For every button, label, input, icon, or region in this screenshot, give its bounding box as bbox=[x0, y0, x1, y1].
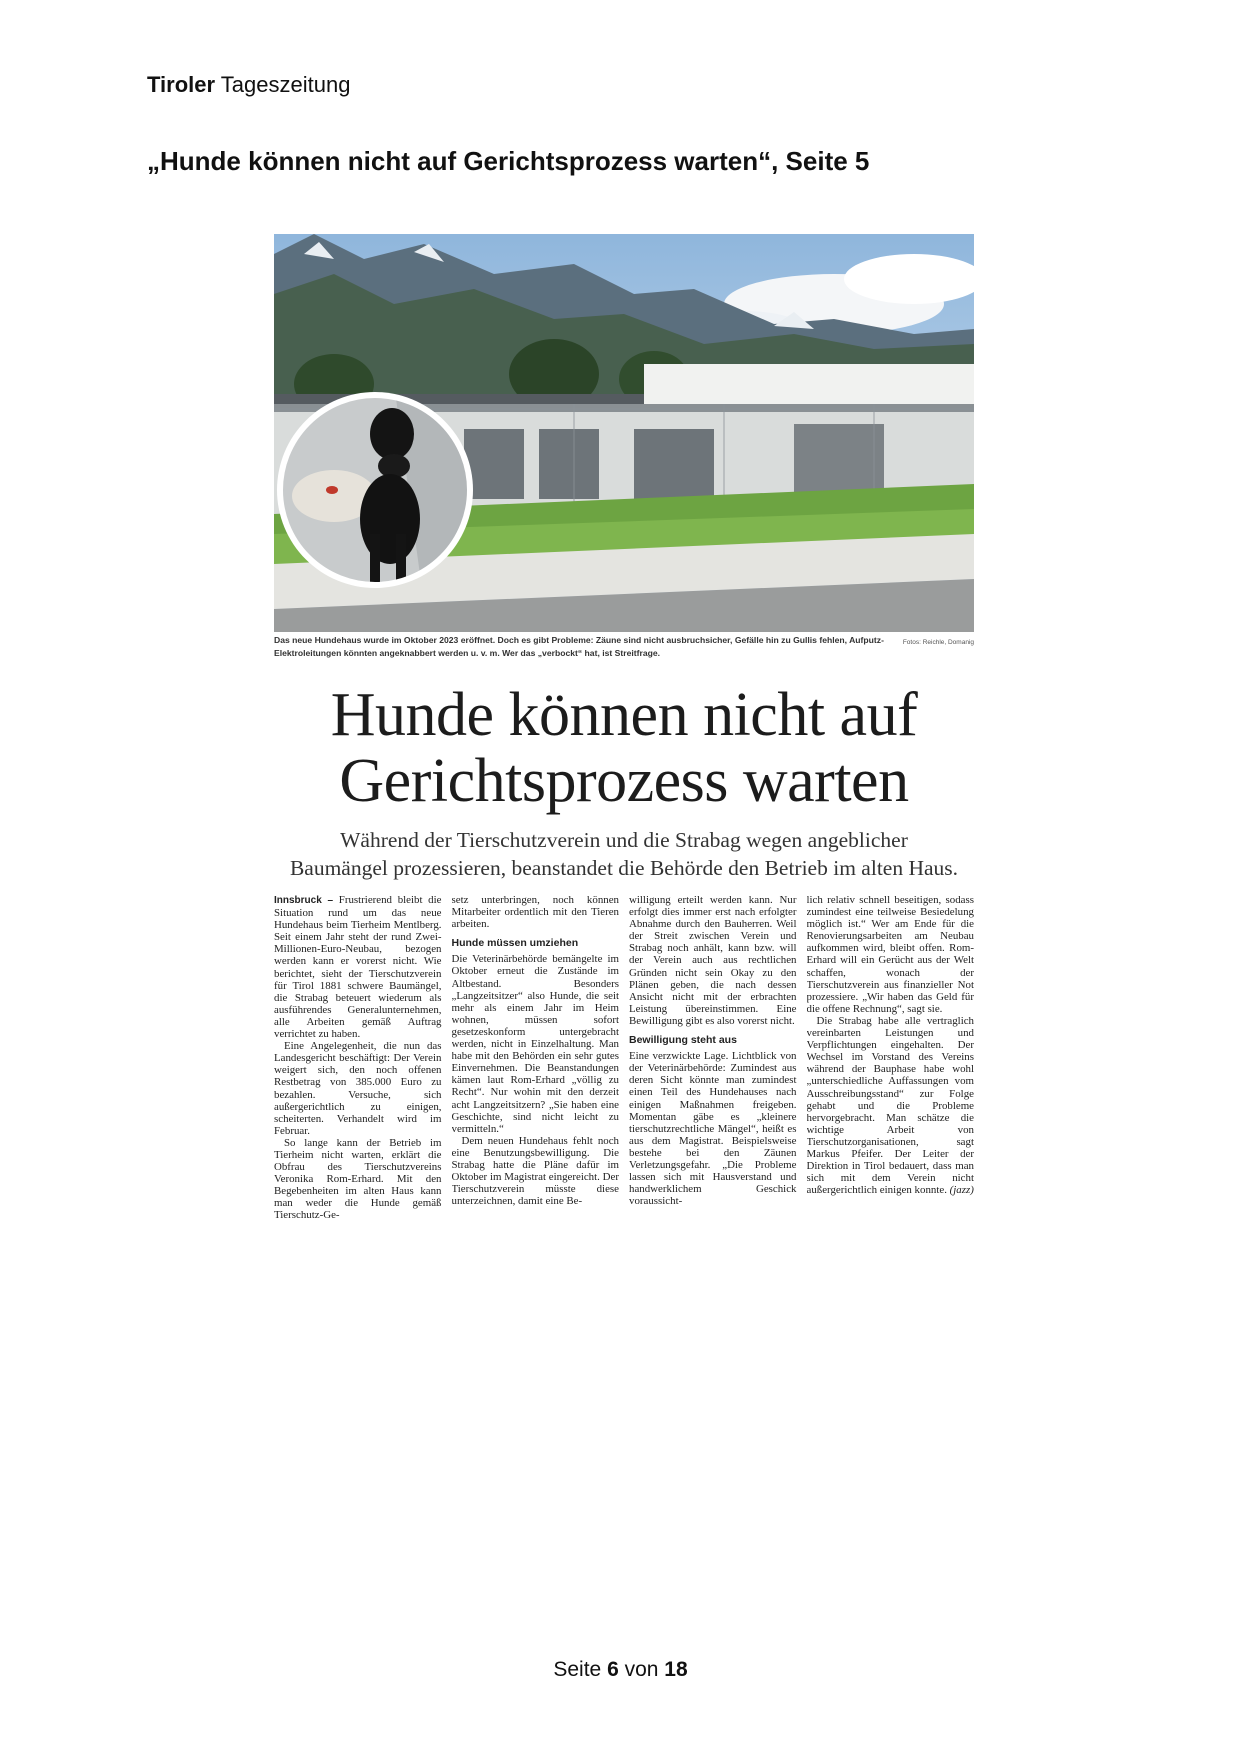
paragraph: lich relativ schnell beseitigen, sodass zumindest eine teilweise Besiedelung möglich ist.“ Wer am Ende für die Renovierungsarbeiten am Neubau aufkommen wird, bleibt offen. Rom-Erhard will ein Gerücht aus der Welt schaffen, wonach der Tierschutzverein aus finanzieller Not prozessiere. „Wir haben das Geld für die offene Rechnung“, sagt sie. bbox=[806, 894, 974, 1015]
article-deck bbox=[274, 826, 974, 882]
paragraph: setz unterbringen, noch können Mitarbeiter ordentlich mit den Tieren arbeiten. bbox=[451, 894, 619, 931]
page-current: 6 bbox=[607, 1658, 619, 1681]
paragraph-text: Die Strabag habe alle vertraglich vereinbarten Leistungen und Verpflichtungen eingehalten. Der Wechsel im Vorstand des Vereins während der Bauphase habe wohl „unterschiedliche Auffassungen vom Ausschreibungsstand“ zur Folge gehabt und die Probleme hervorgebracht. Man schätze die wichtige Arbeit von Tierschutzorganisationen, sagt Markus Pfeifer. Der Leiter der Direktion in Tirol bedauert, dass man sich mit dem Verein nicht außergerichtlich einigen konnte. bbox=[806, 1014, 974, 1197]
paragraph: Dem neuen Hundehaus fehlt noch eine Benutzungsbewilligung. Die Strabag hatte die Pläne dafür im Oktober im Magistrat eingereicht. Der Tierschutzverein müsste diese unterzeichnen, damit eine Be- bbox=[451, 1134, 619, 1208]
article-photo bbox=[274, 234, 974, 632]
paragraph: Die Veterinärbehörde bemängelte im Oktober erneut die Zustände im Altbestand. Besonders „Langzeitsitzer“ also Hunde, die seit mehr als einem Jahr im Heim wohnen, müssen sofort gesetzeskonform untergebracht werden, nicht in Einzelhaltung. Man habe mit den Behörden ein sehr gutes Einvernehmen. Die Beanstandungen kämen laut Rom-Erhard „völlig zu Recht“. Nur wohin mit den derzeit acht Langzeitsitzern? „Sie haben eine Geschichte, sind nicht leicht zu vermitteln.“ bbox=[451, 953, 619, 1135]
photo-credit: Fotos: Reichle, Domanig bbox=[902, 639, 974, 646]
subheading: Bewilligung steht aus bbox=[629, 1034, 737, 1047]
article-column-2 bbox=[452, 894, 620, 1314]
subheading: Hunde müssen umziehen bbox=[451, 937, 579, 950]
deck-line-2: Baumängel prozessieren, beanstandet die Behörde den Betrieb im alten Haus. bbox=[289, 856, 959, 880]
article-body bbox=[274, 894, 974, 1314]
photo-caption-text: Das neue Hundehaus wurde im Oktober 2023 eröffnet. Doch es gibt Probleme: Zäune sind nicht ausbruchsicher, Gefälle hin zu Gullis fehlen, Aufputz-Elektroleitungen könnten angeknabbert werden u. v. m. Wer das „verbockt“ hat, ist Streitfrage. bbox=[274, 635, 884, 658]
deck-line-1: Während der Tierschutzverein und die Strabag wegen angeblicher bbox=[340, 828, 908, 852]
dateline: Innsbruck – bbox=[274, 895, 334, 906]
article-column-4 bbox=[807, 894, 975, 1314]
page-counter-prefix: Seite bbox=[553, 1658, 608, 1681]
paragraph-text: Frustrierend bleibt die Situation rund um das neue Hundehaus beim Tierheim Mentlberg. Seit einem Jahr steht der rund Zwei-Millionen-Euro-Neubau, bezogen werden kann er vorerst nicht. Wie berichtet, sieht der Tierschutzverein für Tirol 1881 schwere Baumängel, die Strabag beteuert wiederum als ausführendes Generalunternehmen, alle Arbeiten gemäß Auftrag verrichtet zu haben. bbox=[274, 894, 442, 1041]
headline-line-2: Gerichtsprozess warten bbox=[339, 747, 909, 815]
publication-name-rest: Tageszeitung bbox=[215, 72, 351, 97]
paragraph: So lange kann der Betrieb im Tierheim nicht warten, erklärt die Obfrau des Tierschutzvereins Veronika Rom-Erhard. Mit den Begebenheiten im alten Haus kann man weder die Hunde gemäß Tierschutz-Ge- bbox=[274, 1136, 442, 1222]
page-counter bbox=[0, 1658, 1241, 1682]
article-column-3 bbox=[629, 894, 797, 1314]
photo-caption bbox=[274, 634, 974, 659]
headline-line-1: Hunde können nicht auf bbox=[330, 681, 918, 749]
newspaper-clipping bbox=[274, 234, 974, 1314]
paragraph: Eine Angelegenheit, die nun das Landesgericht beschäftigt: Der Verein weigert sich, den noch offenen Restbetrag von 385.000 Euro zu bezahlen. Versuche, sich außergerichtlich zu einigen, scheiterten. Verhandelt wird im Februar. bbox=[274, 1040, 442, 1137]
author-signature: (jazz) bbox=[949, 1184, 974, 1197]
paragraph: Eine verzwickte Lage. Lichtblick von der Veterinärbehörde: Zumindest aus deren Sicht könnte man zumindest einen Teil des Hundehauses nach einigen Maßnahmen freigeben. Momentan gäbe es „kleinere tierschutzrechtliche Mängel“, heißt es aus dem Magistrat. Beispielsweise bestehe bei den Zäunen Verletzungsgefahr. „Die Probleme lassen sich mit Hausverstand und handwerklichem Geschick voraussicht- bbox=[629, 1050, 797, 1208]
paragraph bbox=[807, 1015, 975, 1196]
page-counter-middle: von bbox=[618, 1658, 665, 1681]
article-headline bbox=[274, 682, 974, 814]
publication-name bbox=[147, 72, 350, 98]
article-reference-title: „Hunde können nicht auf Gerichtsprozess warten“, Seite 5 bbox=[147, 146, 870, 176]
article-column-1 bbox=[274, 894, 442, 1314]
page-total: 18 bbox=[664, 1658, 688, 1681]
paragraph bbox=[274, 894, 442, 1040]
publication-name-bold: Tiroler bbox=[147, 72, 216, 97]
paragraph: willigung erteilt werden kann. Nur erfolgt dies immer erst nach erfolgter Abnahme durch den Bauherren. Weil der Streit zwischen Verein und Strabag noch anhält, kann bzw. will der Verein auch aus rechtlichen Gründen nicht sein Okay zu den Plänen geben, die nach dessen Ansicht nicht mit der erbrachten Leistung übereinstimmen. Eine Bewilligung gibt es also vorerst nicht. bbox=[629, 894, 797, 1027]
